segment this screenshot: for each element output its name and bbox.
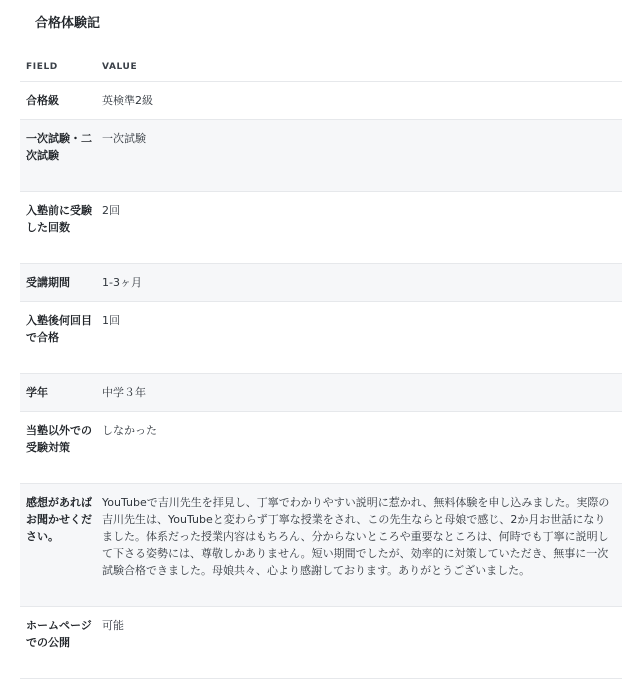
table-row — [20, 412, 622, 484]
value-cell: YouTubeで吉川先生を拝見し、丁寧でわかりやすい説明に惹かれ、無料体験を申し込みました。実際の吉川先生は、YouTubeと変わらず丁寧な授業をされ、この先生ならと母娘で感じ、2か月お世話になりました。体系だった授業内容はもちろん、分からないところや重要なところは、何時でも丁寧に説明して下さる姿勢には、尊敬しかありません。短い期間でしたが、効率的に対策していただき、無事に一次試験合格できました。母娘共々、心より感謝しております。ありがとうございました。 — [99, 484, 622, 607]
field-cell: 当塾以外での受験対策 — [20, 412, 99, 484]
value-cell: 英検準2級 — [99, 82, 622, 120]
table-row — [20, 484, 622, 607]
field-cell: 受講期間 — [20, 264, 99, 302]
column-header-field: FIELD — [20, 53, 99, 82]
value-cell: しなかった — [99, 412, 622, 484]
field-cell: 感想があればお聞かせください。 — [20, 484, 99, 607]
table-header-row — [20, 53, 622, 82]
table-row — [20, 192, 622, 264]
field-cell: 合格級 — [20, 82, 99, 120]
value-cell: 1-3ヶ月 — [99, 264, 622, 302]
column-header-value: VALUE — [99, 53, 622, 82]
field-cell: 入塾前に受験した回数 — [20, 192, 99, 264]
field-cell: 一次試験・二次試験 — [20, 120, 99, 192]
value-cell: 1回 — [99, 302, 622, 374]
value-cell: 中学３年 — [99, 374, 622, 412]
details-table — [20, 53, 622, 679]
value-cell: 一次試験 — [99, 120, 622, 192]
value-cell: 2回 — [99, 192, 622, 264]
table-row — [20, 607, 622, 679]
table-row — [20, 374, 622, 412]
table-row — [20, 120, 622, 192]
field-cell: 入塾後何回目で合格 — [20, 302, 99, 374]
table-row — [20, 302, 622, 374]
table-row — [20, 82, 622, 120]
field-cell: 学年 — [20, 374, 99, 412]
page-title: 合格体験記 — [35, 16, 101, 31]
field-cell: ホームページでの公開 — [20, 607, 99, 679]
value-cell: 可能 — [99, 607, 622, 679]
table-row — [20, 264, 622, 302]
